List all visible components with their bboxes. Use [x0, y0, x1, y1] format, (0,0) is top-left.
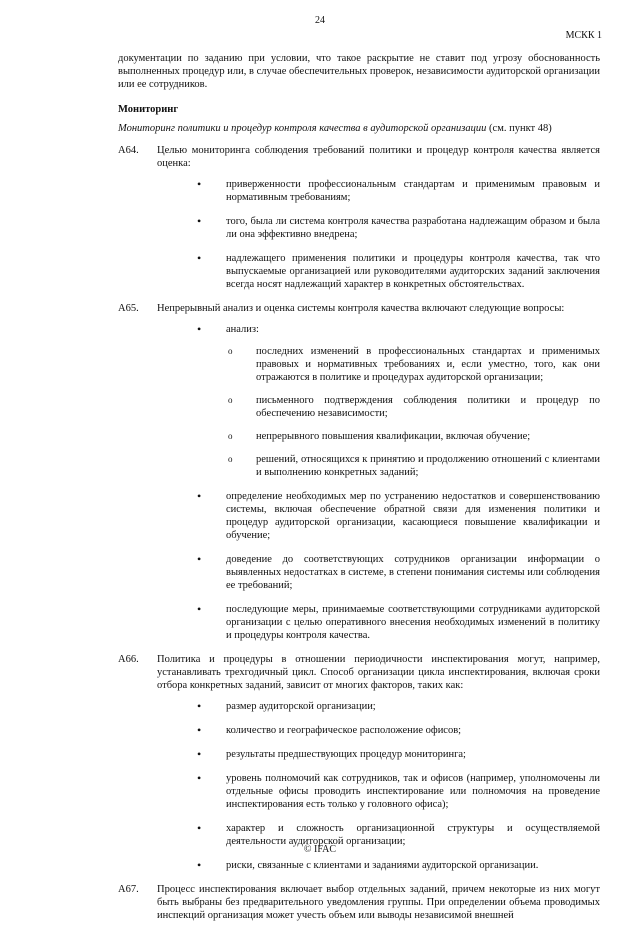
- page-content: [118, 52, 600, 932]
- sub-list-item: o непрерывного повышения квалификации, включая обучение;: [256, 430, 600, 443]
- paragraph-text: Непрерывный анализ и оценка системы контроля качества включают следующие вопросы:: [157, 303, 565, 314]
- subsection-reference: (см. пункт 48): [489, 123, 552, 134]
- list-item: • определение необходимых мер по устранению недостатков и совершенствованию системы, включая обеспечение обратной связи для изменения политики и процедур аудиторской организации, касающиеся повышение квалификации и обучение;: [226, 490, 600, 542]
- list-item: • последующие меры, принимаемые соответствующими сотрудниками аудиторской организации с целью оперативного внесения необходимых изменений в политику и процедуры контроля качества.: [226, 603, 600, 642]
- paragraph-number: A65.: [118, 303, 139, 314]
- list-item: • размер аудиторской организации;: [226, 700, 600, 713]
- sub-list-item: o письменного подтверждения соблюдения политики и процедур по обеспечению независимости;: [256, 394, 600, 420]
- sub-list-item: o последних изменений в профессиональных стандартах и применимых правовых и нормативных требованиях и, если уместно, того, как они отражаются в политике и процедурах аудиторской организации;: [256, 345, 600, 384]
- paragraph-number: A67.: [118, 884, 139, 895]
- paragraph-a66: [118, 653, 600, 872]
- bullet-list: [157, 178, 600, 291]
- intro-paragraph: документации по заданию при условии, что такое раскрытие не ставит под угрозу обоснованность выполненных процедур или, в случае обеспечительных проверок, независимости аудиторской организации или ее сотрудников.: [118, 53, 600, 90]
- subsection-title: Мониторинг политики и процедур контроля качества в аудиторской организации: [118, 123, 487, 134]
- paragraph-number: A66.: [118, 654, 139, 665]
- bullet-list: [157, 323, 600, 642]
- list-item: • того, была ли система контроля качества разработана надлежащим образом и была ли она эффективно внедрена;: [226, 215, 600, 241]
- sub-list: [226, 345, 600, 479]
- sub-list-item: o решений, относящихся к принятию и продолжению отношений с клиентами и выполнению конкретных заданий;: [256, 453, 600, 479]
- paragraph-number: A64.: [118, 145, 139, 156]
- copyright-footer: © IFAC: [303, 844, 337, 855]
- document-code: МСКК 1: [565, 30, 602, 41]
- list-item: • доведение до соответствующих сотрудников организации информации о выявленных недостатках в системе, в степени понимания системы или соблюдения ее требований;: [226, 553, 600, 592]
- list-item: • характер и сложность организационной структуры и осуществляемой деятельности аудиторской организации;: [226, 822, 600, 848]
- list-item: • риски, связанные с клиентами и заданиями аудиторской организации.: [226, 859, 600, 872]
- subsection-heading: [118, 122, 600, 135]
- paragraph-a64: [118, 144, 600, 291]
- list-item: • уровень полномочий как сотрудников, так и офисов (например, уполномочены ли отдельные офисы проводить инспектирование или полномочия на проведение инспектирования есть только у головного офиса);: [226, 772, 600, 811]
- list-item: • надлежащего применения политики и процедуры контроля качества, так что выпускаемые организацией или руководителями аудиторских заданий заключения всегда носят надлежащий характер в конкретных обстоятельствах.: [226, 252, 600, 291]
- paragraph-text: Политика и процедуры в отношении периодичности инспектирования могут, например, устанавливать трехгодичный цикл. Способ организации цикла инспектирования, включая сроки отбора конкретных заданий, зависит от многих факторов, таких как:: [157, 654, 600, 691]
- paragraph-text: Процесс инспектирования включает выбор отдельных заданий, причем некоторые из них могут быть выбраны без предварительного уведомления группы. При определении объема проводимых инспекций организация может учесть объем или выводы независимой внешней: [157, 884, 600, 921]
- paragraph-a65: [118, 302, 600, 642]
- list-item: • количество и географическое расположение офисов;: [226, 724, 600, 737]
- section-heading: Мониторинг: [118, 104, 179, 115]
- list-item: [226, 323, 600, 479]
- paragraph-text: Целью мониторинга соблюдения требований политики и процедур контроля качества является оценка:: [157, 145, 600, 169]
- page-number: 24: [315, 15, 325, 26]
- paragraph-a67: [118, 883, 600, 922]
- list-item-label: анализ:: [226, 324, 259, 335]
- list-item: • результаты предшествующих процедур мониторинга;: [226, 748, 600, 761]
- list-item: • приверженности профессиональным стандартам и применимым правовым и нормативным требованиям;: [226, 178, 600, 204]
